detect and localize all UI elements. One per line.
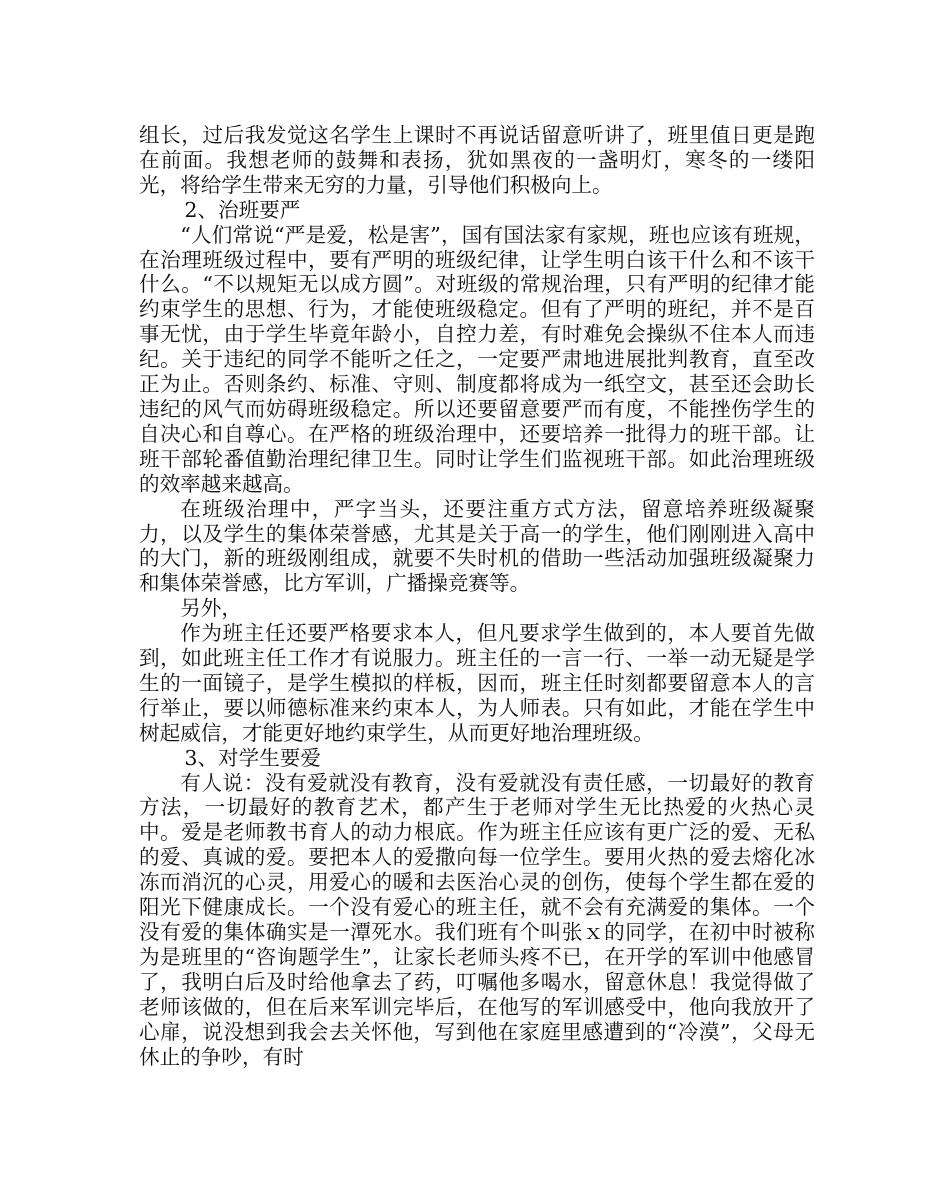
paragraph-discipline: “人们常说“严是爱，松是害”，国有国法家有家规，班也应该有班规，在治理班级过程中，要有严明的班级纪律，让学生明白该干什么和不该干什么。“不以规矩无以成方圆”。对班级的常规治理，只有严明的纪律才能约束学生的思想、行为，才能使班级稳定。但有了严明的班纪，并不是百事无忧，由于学生毕竟年龄小，自控力差，有时难免会操纵不住本人而违纪。关于违纪的同学不能听之任之，一定要严肃地进展批判教育，直至改正为止。否则条约、标准、守则、制度都将成为一纸空文，甚至还会助长违纪的风气而妨碍班级稳定。所以还要留意要严而有度，不能挫伤学生的自决心和自尊心。在严格的班级治理中，还要培养一批得力的班干部。让班干部轮番值勤治理纪律卫生。同时让学生们监视班干部。如此治理班级的效率越来越高。	[139, 222, 815, 496]
paragraph-role-model: 作为班主任还要严格要求本人，但凡要求学生做到的，本人要首先做到，如此班主任工作才有说服力。班主任的一言一行、一举一动无疑是学生的一面镜子，是学生模拟的样板，因而，班主任时刻都要留意本人的言行举止，要以师德标准来约束本人，为人师表。只有如此，才能在学生中树起威信，才能更好地约束学生，从而更好地治理班级。	[139, 621, 815, 745]
paragraph-besides: 另外，	[180, 596, 242, 621]
paragraph-cohesion: 在班级治理中，严字当头，还要注重方式方法，留意培养班级凝聚力，以及学生的集体荣誉感，尤其是关于高一的学生，他们刚刚进入高中的大门，新的班级刚组成，就要不失时机的借助一些活动加强班级凝聚力和集体荣誉感，比方军训，广播操竞赛等。	[139, 496, 815, 596]
paragraph-intro: 组长，过后我发觉这名学生上课时不再说话留意听讲了，班里值日更是跑在前面。我想老师的鼓舞和表扬，犹如黑夜的一盏明灯，寒冬的一缕阳光，将给学生带来无穷的力量，引导他们积极向上。	[139, 123, 815, 197]
section-heading-love: 3、对学生要爱	[184, 745, 321, 770]
paragraph-love: 有人说：没有爱就没有教育，没有爱就没有责任感，一切最好的教育方法，一切最好的教育艺术，都产生于老师对学生无比热爱的火热心灵中。爱是老师教书育人的动力根底。作为班主任应该有更广泛的爱、无私的爱、真诚的爱。要把本人的爱撒向每一位学生。要用火热的爱去熔化冰冻而消沉的心灵，用爱心的暖和去医治心灵的创伤，使每个学生都在爱的阳光下健康成长。一个没有爱心的班主任，就不会有充满爱的集体。一个没有爱的集体确实是一潭死水。我们班有个叫张ｘ的同学，在初中时被称为是班里的“咨询题学生”，让家长老师头疼不已，在开学的军训中他感冒了，我明白后及时给他拿去了药，叮嘱他多喝水，留意休息！我觉得做了老师该做的，但在后来军训完毕后，在他写的军训感受中，他向我放开了心扉，说没想到我会去关怀他，写到他在家庭里感遭到的“冷漠”，父母无休止的争吵，有时	[139, 770, 815, 1069]
section-heading-strict: 2、治班要严	[184, 197, 301, 222]
document-body	[139, 123, 815, 1069]
